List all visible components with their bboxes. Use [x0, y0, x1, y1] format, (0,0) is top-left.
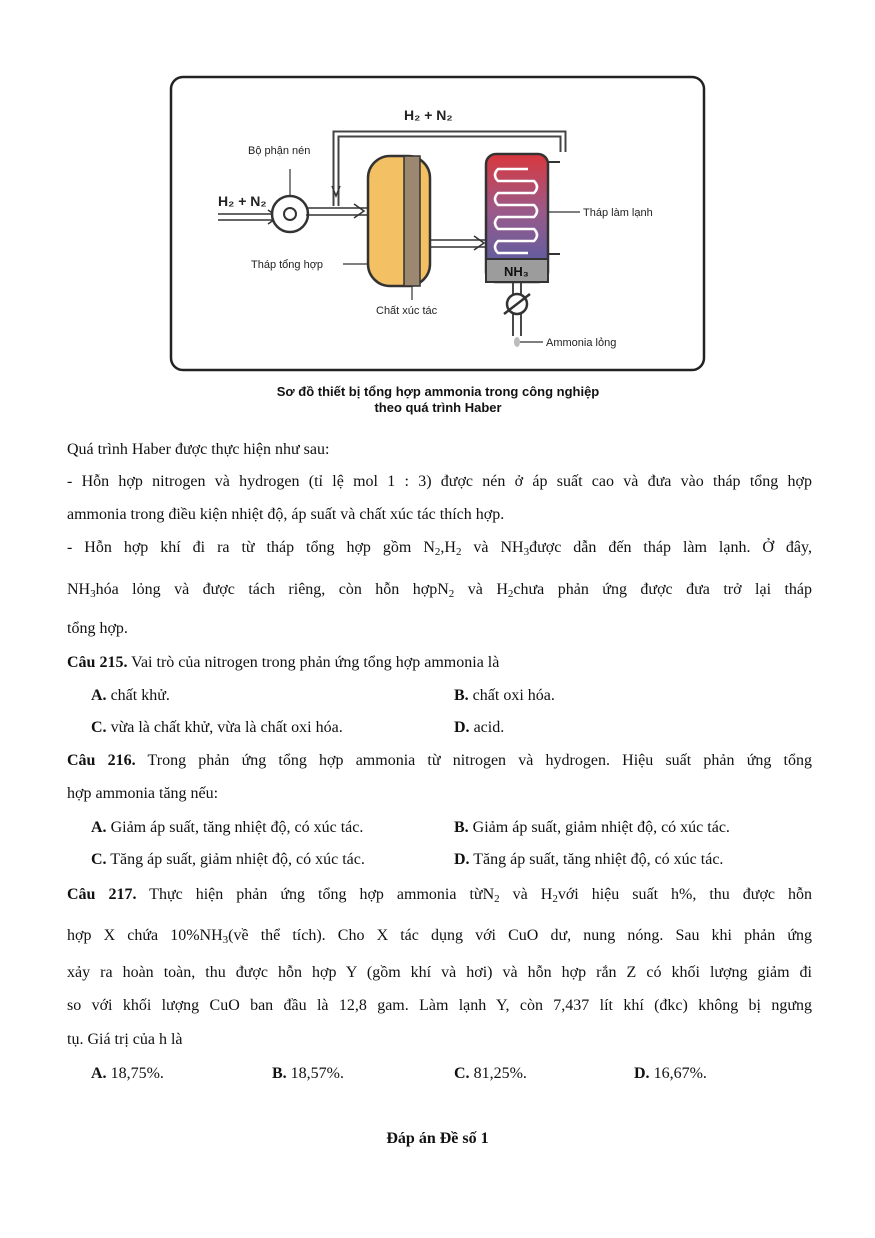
- q217-stem-line1: Câu 217. Thực hiện phản ứng tổng hợp ammonia từN$_2$ và $H_2với$ hiệu suất h%, thu được hỗn: [67, 886, 813, 905]
- q217-stem-line5: tụ. Giá trị của h là: [67, 1031, 183, 1048]
- figure-caption: [168, 384, 708, 416]
- q216-option-d[interactable]: D. Tăng áp suất, tăng nhiệt độ, có xúc tác.: [454, 851, 724, 868]
- q215-option-c[interactable]: C. vừa là chất khử, vừa là chất oxi hóa.: [91, 719, 343, 736]
- q216-stem-line1: Câu 216. Trong phản ứng tổng hợp ammonia từ nitrogen và hydrogen. Hiệu suất phản ứng tổng: [67, 752, 812, 769]
- label-catalyst: Chất xúc tác: [376, 305, 438, 317]
- q216-label: Câu 216.: [67, 752, 136, 769]
- intro-p1: Quá trình Haber được thực hiện như sau:: [67, 441, 330, 458]
- haber-process-diagram: [168, 74, 708, 374]
- q215-option-a[interactable]: A. chất khử.: [91, 687, 170, 704]
- intro-p2-line1: - Hỗn hợp nitrogen và hydrogen (tỉ lệ mol 1 : 3) được nén ở áp suất cao và đưa vào tháp tổng hợp: [67, 473, 812, 490]
- q217-stem-line3: xảy ra hoàn toàn, thu được hỗn hợp Y (gồm khí và hơi) và hỗn hợp rắn Z có khối lượng giảm đi: [67, 964, 812, 981]
- label-cooling-tower: Tháp làm lạnh: [583, 207, 653, 219]
- q216-stem-line2: hợp ammonia tăng nếu:: [67, 785, 219, 802]
- q217-option-a[interactable]: A. 18,75%.: [91, 1065, 164, 1082]
- caption-line-1: Sơ đồ thiết bị tổng hợp ammonia trong công nghiệp: [276, 384, 600, 399]
- q215-option-b[interactable]: B. chất oxi hóa.: [454, 687, 555, 704]
- intro-p3-line1: - Hỗn hợp khí đi ra từ tháp tổng hợp gồm $N_2,H_2$ và $NH_3được$ dẫn đến tháp làm lạnh. Ở đây,: [67, 539, 812, 558]
- answer-key-title: Đáp án Đề số 1: [386, 1130, 489, 1147]
- q216-option-c[interactable]: C. Tăng áp suất, giảm nhiệt độ, có xúc tác.: [91, 851, 365, 868]
- intro-p3-line2: $NH_3hóa$ lỏng và được tách riêng, còn hỗn hợpN$_2$ và $H_2chưa$ phản ứng được đưa trở lại tháp: [67, 581, 813, 600]
- label-synthesis-tower: Tháp tổng hợp: [251, 259, 324, 271]
- label-h2n2-top: H₂ + N₂: [404, 107, 453, 123]
- q217-label: Câu 217.: [67, 886, 137, 903]
- q217-option-b[interactable]: B. 18,57%.: [272, 1065, 344, 1082]
- catalyst-bed: [404, 156, 420, 286]
- q215-option-d[interactable]: D. acid.: [454, 719, 505, 736]
- q217-stem-line4: so với khối lượng CuO ban đầu là 12,8 gam. Làm lạnh Y, còn 7,437 lít khí (đkc) không bị ngưng: [67, 997, 812, 1014]
- q217-stem-line2: hợp X chứa $10\%NH_3(về$ thể tích). Cho X tác dụng với CuO dư, nung nóng. Sau khi phản ứng: [67, 927, 812, 946]
- caption-line-2: theo quá trình Haber: [374, 400, 502, 415]
- q216-option-b[interactable]: B. Giảm áp suất, giảm nhiệt độ, có xúc tác.: [454, 819, 730, 836]
- label-compressor: Bộ phận nén: [248, 145, 311, 157]
- q215-label: Câu 215.: [67, 654, 128, 671]
- q217-option-c[interactable]: C. 81,25%.: [454, 1065, 527, 1082]
- label-liquid-ammonia: Ammonia lỏng: [546, 337, 617, 349]
- intro-p2-line2: ammonia trong điều kiện nhiệt độ, áp suất và chất xúc tác thích hợp.: [67, 506, 505, 523]
- q217-option-d[interactable]: D. 16,67%.: [634, 1065, 707, 1082]
- q215-stem: Câu 215. Vai trò của nitrogen trong phản ứng tổng hợp ammonia là: [67, 654, 500, 671]
- intro-p3-line3: tổng hợp.: [67, 620, 128, 637]
- label-h2n2-left: H₂ + N₂: [218, 193, 267, 209]
- q216-option-a[interactable]: A. Giảm áp suất, tăng nhiệt độ, có xúc tác.: [91, 819, 364, 836]
- label-nh3: NH₃: [504, 264, 529, 279]
